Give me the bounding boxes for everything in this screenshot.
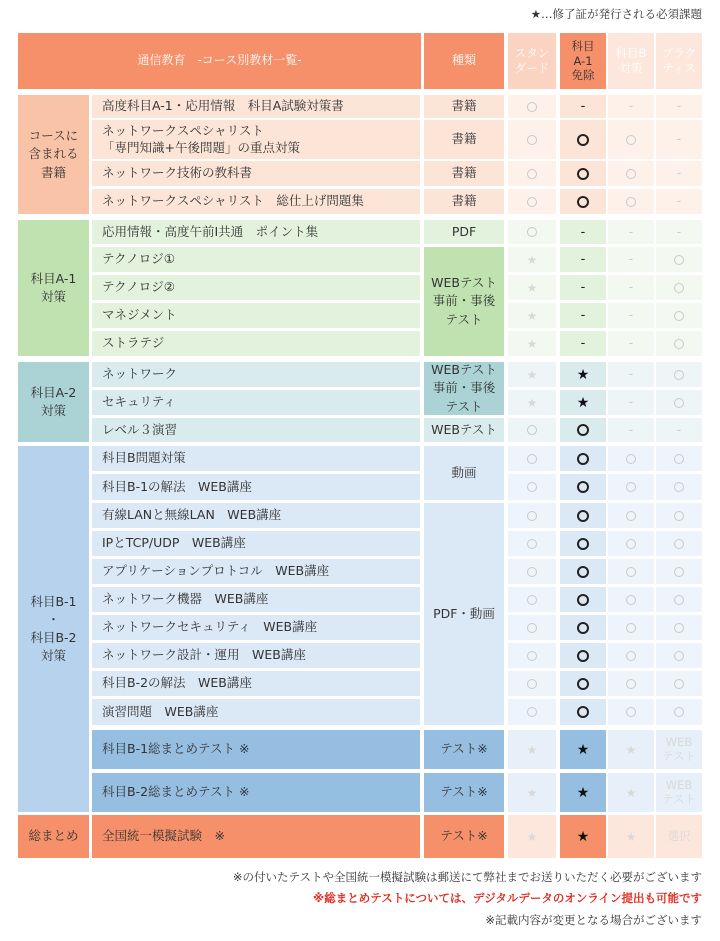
header-course-1: 科目 A-1 免除 [560, 33, 606, 89]
row-name: 科目B-2の解法 WEB講座 [92, 671, 420, 696]
circle-mark-glyph [577, 196, 589, 208]
category-b: 科目B-1 ・ 科目B-2 対策 [18, 446, 89, 812]
circle-mark [656, 303, 702, 328]
circle-mark [608, 503, 654, 528]
circle-mark [608, 531, 654, 556]
row-name: 科目B-1の解法 WEB講座 [92, 474, 420, 500]
circle-mark-glyph [527, 707, 537, 717]
star-mark-glyph: ★ [526, 395, 538, 410]
circle-mark [560, 587, 606, 612]
top-note: ★…修了証が発行される必須課題 [530, 7, 702, 21]
circle-mark [656, 362, 702, 387]
row-name: 高度科目A-1・応用情報 科目A試験対策書 [92, 95, 420, 118]
row-name: テクノロジ① [92, 247, 420, 272]
circle-mark [560, 120, 606, 159]
circle-mark [608, 615, 654, 640]
row-name: ストラテジ [92, 331, 420, 356]
star-mark-glyph: ★ [526, 367, 538, 382]
footnote-change: ※記載内容が変更となる場合がございます [485, 913, 702, 927]
star-mark [560, 730, 606, 769]
circle-mark [508, 587, 556, 612]
circle-mark [560, 474, 606, 500]
circle-mark [560, 189, 606, 214]
circle-mark-glyph [527, 454, 537, 464]
category-a1: 科目A-1 対策 [18, 220, 89, 356]
circle-mark-glyph [674, 339, 684, 349]
circle-mark [656, 247, 702, 272]
star-mark-glyph: ★ [576, 828, 590, 845]
circle-mark-glyph [674, 595, 684, 605]
circle-mark [656, 643, 702, 668]
dash-mark [608, 247, 654, 272]
star-mark-glyph: ★ [625, 785, 637, 800]
row-name: テクノロジ② [92, 275, 420, 300]
circle-mark-glyph [577, 622, 589, 634]
star-mark [608, 730, 654, 769]
circle-mark-glyph [577, 168, 589, 180]
circle-mark [560, 418, 606, 442]
dash-mark-glyph: - [580, 280, 586, 295]
circle-mark [608, 189, 654, 214]
circle-mark-glyph [577, 678, 589, 690]
circle-mark-glyph [577, 453, 589, 465]
star-mark [508, 730, 556, 769]
circle-mark-glyph [527, 679, 537, 689]
circle-mark-glyph [626, 197, 636, 207]
circle-mark [656, 331, 702, 356]
circle-mark [508, 671, 556, 696]
circle-mark [608, 446, 654, 471]
circle-mark [608, 474, 654, 500]
circle-mark-glyph [577, 481, 589, 493]
star-mark [608, 773, 654, 812]
row-name: セキュリティ [92, 390, 420, 415]
header-course-3: プラク ティス [656, 33, 702, 89]
dash-mark-glyph: - [676, 194, 682, 209]
type-cell: WEBテスト 事前・事後 テスト [424, 362, 504, 415]
row-name: ネットワーク技術の教科書 [92, 161, 420, 186]
circle-mark-glyph [527, 169, 537, 179]
category-a2: 科目A-2 対策 [18, 362, 89, 442]
row-name: 科目B-1総まとめテスト ※ [92, 730, 420, 769]
circle-mark-glyph [674, 567, 684, 577]
circle-mark [608, 161, 654, 186]
circle-mark [608, 587, 654, 612]
dash-mark [608, 95, 654, 118]
circle-mark-glyph [626, 567, 636, 577]
type-cell: 書籍 [424, 120, 504, 159]
circle-mark [656, 474, 702, 500]
header-type: 種類 [424, 33, 504, 89]
circle-mark [508, 699, 556, 725]
header-course-2: 科目B 対策 [608, 33, 654, 89]
star-mark-glyph: ★ [576, 394, 590, 411]
circle-mark [560, 161, 606, 186]
text-mark [656, 773, 702, 812]
circle-mark [608, 671, 654, 696]
dash-mark-glyph: - [676, 422, 682, 438]
circle-mark [608, 699, 654, 725]
footnote-mail: ※の付いたテストや全国統一模擬試験は郵送にて弊社までお送りいただく必要がございます [232, 870, 702, 884]
circle-mark-glyph [527, 567, 537, 577]
circle-mark-glyph [674, 283, 684, 293]
circle-mark-glyph [527, 482, 537, 492]
star-mark [508, 247, 556, 272]
dash-mark [608, 362, 654, 387]
circle-mark [560, 699, 606, 725]
dash-mark [608, 303, 654, 328]
dash-mark [656, 95, 702, 118]
circle-mark-glyph [527, 539, 537, 549]
star-mark [560, 815, 606, 858]
dash-mark [560, 95, 606, 118]
circle-mark-glyph [527, 623, 537, 633]
type-cell: 動画 [424, 446, 504, 500]
circle-mark [508, 161, 556, 186]
dash-mark-glyph: - [580, 308, 586, 323]
type-cell: 書籍 [424, 189, 504, 214]
circle-mark-glyph [527, 135, 537, 145]
circle-mark [560, 531, 606, 556]
circle-mark-glyph [577, 706, 589, 718]
circle-mark-glyph [527, 425, 537, 435]
dash-mark [656, 220, 702, 244]
circle-mark [508, 643, 556, 668]
circle-mark [560, 671, 606, 696]
star-mark [508, 390, 556, 415]
dash-mark-glyph: - [628, 422, 634, 438]
dash-mark-glyph: - [628, 280, 634, 295]
circle-mark-glyph [674, 539, 684, 549]
circle-mark [608, 559, 654, 584]
circle-mark [656, 699, 702, 725]
circle-mark-glyph [626, 511, 636, 521]
text-mark [656, 815, 702, 858]
circle-mark-glyph [527, 197, 537, 207]
circle-mark [608, 120, 654, 159]
star-mark [560, 390, 606, 415]
circle-mark-glyph [674, 679, 684, 689]
star-mark-glyph: ★ [526, 742, 538, 757]
star-mark [508, 815, 556, 858]
circle-mark-glyph [626, 135, 636, 145]
circle-mark [656, 615, 702, 640]
circle-mark [656, 503, 702, 528]
category-books: コースに 含まれる 書籍 [18, 95, 89, 214]
star-mark-glyph: ★ [526, 280, 538, 295]
star-mark-glyph: ★ [526, 785, 538, 800]
row-name: マネジメント [92, 303, 420, 328]
star-mark [560, 362, 606, 387]
star-mark [508, 331, 556, 356]
text-mark [656, 730, 702, 769]
star-mark [508, 362, 556, 387]
circle-mark [508, 120, 556, 159]
row-name: ネットワーク [92, 362, 420, 387]
dash-mark-glyph: - [676, 99, 682, 114]
dash-mark-glyph: - [628, 367, 634, 382]
circle-mark [656, 587, 702, 612]
row-name: 全国統一模擬試験 ※ [92, 815, 420, 858]
dash-mark [560, 220, 606, 244]
dash-mark-glyph: - [676, 132, 682, 147]
circle-mark-glyph [527, 651, 537, 661]
circle-mark [560, 643, 606, 668]
dash-mark-glyph: - [580, 99, 586, 114]
circle-mark [508, 189, 556, 214]
star-mark-glyph: ★ [526, 308, 538, 323]
circle-mark-glyph [577, 424, 589, 436]
dash-mark [656, 161, 702, 186]
circle-mark [656, 275, 702, 300]
row-name: ネットワークセキュリティ WEB講座 [92, 615, 420, 640]
circle-mark [508, 220, 556, 244]
dash-mark-glyph: - [676, 166, 682, 181]
type-cell: テスト※ [424, 773, 504, 812]
dash-mark [608, 275, 654, 300]
circle-mark-glyph [577, 134, 589, 146]
circle-mark-glyph [626, 623, 636, 633]
row-name: 応用情報・高度午前Ⅰ共通 ポイント集 [92, 220, 420, 244]
circle-mark [608, 643, 654, 668]
header-title: 通信教育 -コース別教材一覧- [18, 33, 421, 89]
circle-mark-glyph [674, 623, 684, 633]
circle-mark [508, 446, 556, 471]
star-mark-glyph: ★ [526, 829, 538, 844]
row-name: ネットワークスペシャリスト 総仕上げ問題集 [92, 189, 420, 214]
circle-mark-glyph [626, 651, 636, 661]
dash-mark [608, 331, 654, 356]
row-name: 科目B問題対策 [92, 446, 420, 471]
circle-mark-glyph [527, 102, 537, 112]
text-mark-glyph: 選択 [667, 828, 691, 843]
circle-mark [656, 531, 702, 556]
dash-mark-glyph: - [628, 252, 634, 267]
circle-mark [508, 615, 556, 640]
type-cell: テスト※ [424, 730, 504, 769]
dash-mark-glyph: - [628, 308, 634, 323]
star-mark-glyph: ★ [576, 784, 590, 801]
star-mark [508, 275, 556, 300]
circle-mark-glyph [577, 538, 589, 550]
circle-mark [656, 390, 702, 415]
text-mark-glyph: WEB テスト [661, 777, 697, 806]
type-cell: PDF [424, 220, 504, 244]
dash-mark-glyph: - [580, 336, 586, 351]
star-mark-glyph: ★ [576, 366, 590, 383]
star-mark-glyph: ★ [625, 742, 637, 757]
row-name: レベル３演習 [92, 418, 420, 442]
type-cell: WEBテスト [424, 418, 504, 442]
circle-mark-glyph [626, 707, 636, 717]
circle-mark [508, 503, 556, 528]
row-name: 科目B-2総まとめテスト ※ [92, 773, 420, 812]
circle-mark-glyph [626, 679, 636, 689]
star-mark-glyph: ★ [576, 741, 590, 758]
circle-mark [508, 531, 556, 556]
circle-mark-glyph [527, 511, 537, 521]
header-course-0: スタン ダード [508, 33, 556, 89]
circle-mark-glyph [626, 454, 636, 464]
row-name: アプリケーションプロトコル WEB講座 [92, 559, 420, 584]
dash-mark [656, 120, 702, 159]
row-name: 演習問題 WEB講座 [92, 699, 420, 725]
row-name: ネットワーク機器 WEB講座 [92, 587, 420, 612]
type-cell: テスト※ [424, 815, 504, 858]
star-mark [608, 815, 654, 858]
type-cell: PDF・動画 [424, 503, 504, 725]
type-cell: WEBテスト 事前・事後 テスト [424, 247, 504, 356]
circle-mark-glyph [674, 311, 684, 321]
star-mark-glyph: ★ [625, 829, 637, 844]
dash-mark-glyph: - [580, 252, 586, 267]
circle-mark-glyph [626, 595, 636, 605]
dash-mark-glyph: - [628, 336, 634, 351]
circle-mark-glyph [527, 595, 537, 605]
circle-mark-glyph [577, 594, 589, 606]
dash-mark-glyph: - [628, 395, 634, 410]
circle-mark-glyph [674, 651, 684, 661]
circle-mark-glyph [674, 511, 684, 521]
circle-mark [656, 559, 702, 584]
dash-mark [560, 247, 606, 272]
circle-mark [508, 418, 556, 442]
circle-mark-glyph [674, 454, 684, 464]
star-mark [560, 773, 606, 812]
circle-mark-glyph [674, 370, 684, 380]
dash-mark [608, 390, 654, 415]
circle-mark [560, 446, 606, 471]
circle-mark [508, 474, 556, 500]
circle-mark-glyph [674, 482, 684, 492]
circle-mark-glyph [577, 566, 589, 578]
dash-mark-glyph: - [628, 224, 634, 240]
category-final: 総まとめ [18, 815, 89, 858]
circle-mark [508, 559, 556, 584]
circle-mark-glyph [577, 650, 589, 662]
circle-mark-glyph [626, 482, 636, 492]
circle-mark [656, 671, 702, 696]
row-name: ネットワークスペシャリスト 「専門知識+午後問題」の重点対策 [92, 120, 420, 159]
circle-mark-glyph [626, 539, 636, 549]
dash-mark [560, 303, 606, 328]
circle-mark-glyph [577, 510, 589, 522]
text-mark-glyph: WEB テスト [661, 734, 697, 763]
circle-mark-glyph [674, 255, 684, 265]
type-cell: 書籍 [424, 161, 504, 186]
footnote-online: ※総まとめテストについては、デジタルデータのオンライン提出も可能です [313, 891, 702, 905]
circle-mark-glyph [626, 169, 636, 179]
dash-mark [608, 418, 654, 442]
circle-mark-glyph [527, 227, 537, 237]
row-name: IPとTCP/UDP WEB講座 [92, 531, 420, 556]
dash-mark-glyph: - [580, 224, 586, 240]
dash-mark [560, 275, 606, 300]
circle-mark [560, 559, 606, 584]
dash-mark [656, 418, 702, 442]
circle-mark-glyph [674, 398, 684, 408]
star-mark [508, 303, 556, 328]
dash-mark-glyph: - [628, 99, 634, 114]
dash-mark [560, 331, 606, 356]
star-mark-glyph: ★ [526, 252, 538, 267]
dash-mark-glyph: - [676, 224, 682, 240]
circle-mark [560, 615, 606, 640]
dash-mark [608, 220, 654, 244]
circle-mark-glyph [674, 707, 684, 717]
circle-mark [656, 446, 702, 471]
dash-mark [656, 189, 702, 214]
star-mark [508, 773, 556, 812]
circle-mark [560, 503, 606, 528]
row-name: ネットワーク設計・運用 WEB講座 [92, 643, 420, 668]
circle-mark [508, 95, 556, 118]
star-mark-glyph: ★ [526, 336, 538, 351]
type-cell: 書籍 [424, 95, 504, 118]
row-name: 有線LANと無線LAN WEB講座 [92, 503, 420, 528]
